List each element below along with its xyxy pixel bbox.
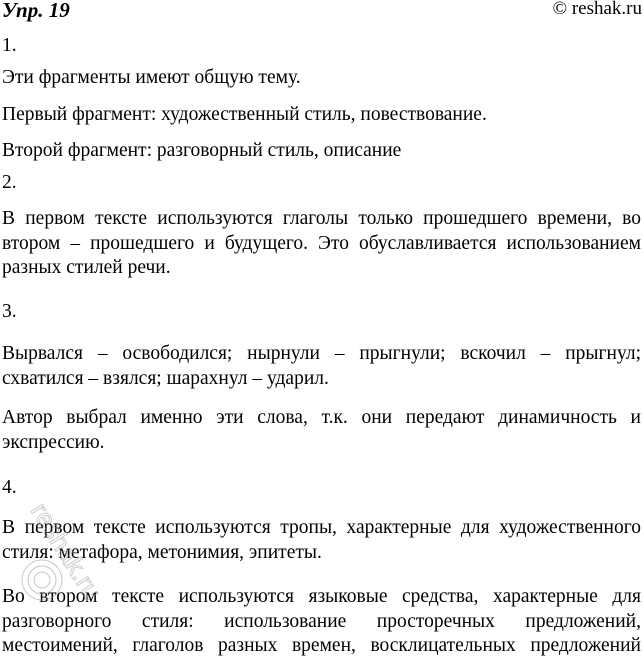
section-number-2: 2.: [2, 172, 17, 193]
exercise-title: Упр. 19: [2, 0, 70, 22]
section-4-paragraph-1: В первом тексте используются тропы, характерные для художественного стиля: метафора, метонимия, эпитеты.: [2, 517, 641, 563]
section-3-paragraph-1: Вырвался – освободился; нырнули – прыгнули; вскочил – прыгнул; схватился – взялся; шарахнул – ударил.: [2, 343, 641, 389]
section-number-3: 3.: [2, 301, 17, 322]
section-2-paragraph-1: В первом тексте используются глаголы только прошедшего времени, во втором – прошедшего и будущего. Это обуславливается использованием разных стилей речи.: [2, 208, 641, 278]
page-header: [0, 0, 644, 24]
section-1-paragraph-3: Второй фрагмент: разговорный стиль, описание: [2, 140, 402, 161]
watermark-text: reshak.ru: [24, 497, 108, 606]
section-number-1: 1.: [2, 35, 17, 56]
section-1-paragraph-1: Эти фрагменты имеют общую тему.: [2, 67, 301, 88]
section-3-paragraph-2: Автор выбрал именно эти слова, т.к. они передают динамичность и экспрессию.: [2, 407, 641, 453]
section-number-4: 4.: [2, 477, 17, 498]
copyright-label: © reshak.ru: [552, 0, 642, 19]
section-4-paragraph-2: Во втором тексте используются языковые средства, характерные для разговорного стиля: использование просторечных предложений, местоимений, глаголов разных времен, восклицательных предложений: [2, 586, 641, 656]
section-1-paragraph-2: Первый фрагмент: художественный стиль, повествование.: [2, 104, 487, 125]
